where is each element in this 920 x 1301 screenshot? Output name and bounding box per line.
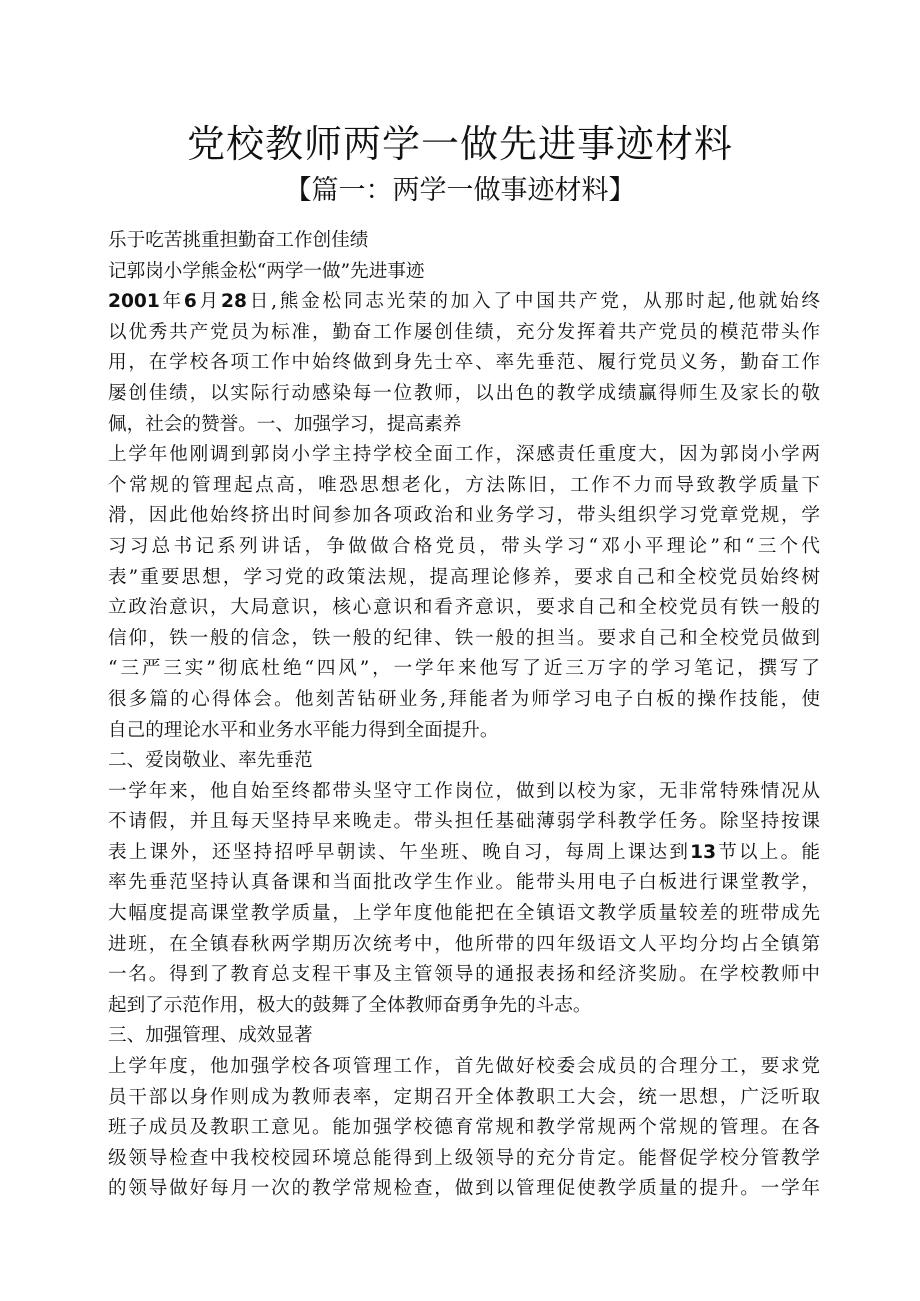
body-line: 信仰，铁一般的信念，铁一般的纪律、铁一般的担当。要求自己和全校党员做到 [108,627,820,649]
body-line: 三、加强管理、成效显著 [108,1025,313,1047]
body-line: 二、爱岗敬业、率先垂范 [108,750,313,772]
body-line: 的领导做好每月一次的教学常规检查，做到以管理促使教学质量的提升。一学年 [108,1178,820,1200]
body-line: 自己的理论水平和业务水平能力得到全面提升。 [108,719,499,741]
body-line: 上学年度，他加强学校各项管理工作，首先做好校委会成员的合理分工，要求党 [108,1056,820,1078]
body-line: “三严三实”彻底杜绝“四风”，一学年来他写了近三万字的学习笔记，撰写了 [108,658,820,680]
body-line: 班子成员及教职工意见。能加强学校德育常规和教学常规两个常规的管理。在各 [108,1117,820,1139]
body-line: 佩，社会的赞誉。一、加强学习，提高素养 [108,413,462,435]
body-line: 以优秀共产党员为标准，勤奋工作屡创佳绩，充分发挥着共产党员的模范带头作 [108,321,820,343]
body-line: 大幅度提高课堂教学质量，上学年度他能把在全镇语文教学质量较差的班带成先 [108,903,820,925]
body-line: 员干部以身作则成为教师表率，定期召开全体教职工大会，统一思想，广泛听取 [108,1086,820,1108]
body-line: 立政治意识，大局意识，核心意识和看齐意识，要求自己和全校党员有铁一般的 [108,597,820,619]
body-line: 上学年他刚调到郭岗小学主持学校全面工作，深感责任重度大，因为郭岗小学两 [108,444,820,466]
body-line: 很多篇的心得体会。他刻苦钻研业务,拜能者为师学习电子白板的操作技能，使 [108,688,820,710]
body-line: 级领导检查中我校校园环境总能得到上级领导的充分肯定。能督促学校分管教学 [108,1147,820,1169]
body-line: 起到了示范作用，极大的鼓舞了全体教师奋勇争先的斗志。 [108,994,592,1016]
body-line: 一名。得到了教育总支程干事及主管领导的通报表扬和经济奖励。在学校教师中 [108,964,820,986]
body-line: 习习总书记系列讲话，争做做合格党员，带头学习“邓小平理论”和“三个代 [108,535,820,557]
body-line: 屡创佳绩，以实际行动感染每一位教师，以出色的教学成绩赢得师生及家长的敬 [108,382,820,404]
body-line: 2001年6月28日,熊金松同志光荣的加入了中国共产党，从那时起,他就始终 [108,291,820,313]
document-body [108,226,820,1205]
body-line: 表”重要思想，学习党的政策法规，提高理论修养，要求自己和全校党员始终树 [108,566,820,588]
body-line: 一学年来，他自始至终都带头坚守工作岗位，做到以校为家，无非常特殊情况从 [108,780,820,802]
body-line: 不请假，并且每天坚持早来晚走。带头担任基础薄弱学科教学任务。除坚持按课 [108,811,820,833]
document-subtitle: 【篇一：两学一做事迹材料】 [284,175,636,206]
document-title: 党校教师两学一做先进事迹材料 [186,122,733,166]
body-line: 记郭岗小学熊金松“两学一做”先进事迹 [108,260,425,282]
body-line: 表上课外，还坚持招呼早朝读、午坐班、晚自习，每周上课达到13节以上。能 [108,841,820,863]
body-line: 滑，因此他始终挤出时间参加各项政治和业务学习，带头组织学习党章党规，学 [108,505,820,527]
body-line: 用，在学校各项工作中始终做到身先士卒、率先垂范、履行党员义务，勤奋工作 [108,352,820,374]
body-line: 率先垂范坚持认真备课和当面批改学生作业。能带头用电子白板进行课堂教学， [108,872,820,894]
body-line: 乐于吃苦挑重担勤奋工作创佳绩 [108,230,369,251]
body-line: 进班，在全镇春秋两学期历次统考中，他所带的四年级语文人平均分均占全镇第 [108,933,820,955]
body-line: 个常规的管理起点高，唯恐思想老化，方法陈旧，工作不力而导致教学质量下 [108,474,820,496]
